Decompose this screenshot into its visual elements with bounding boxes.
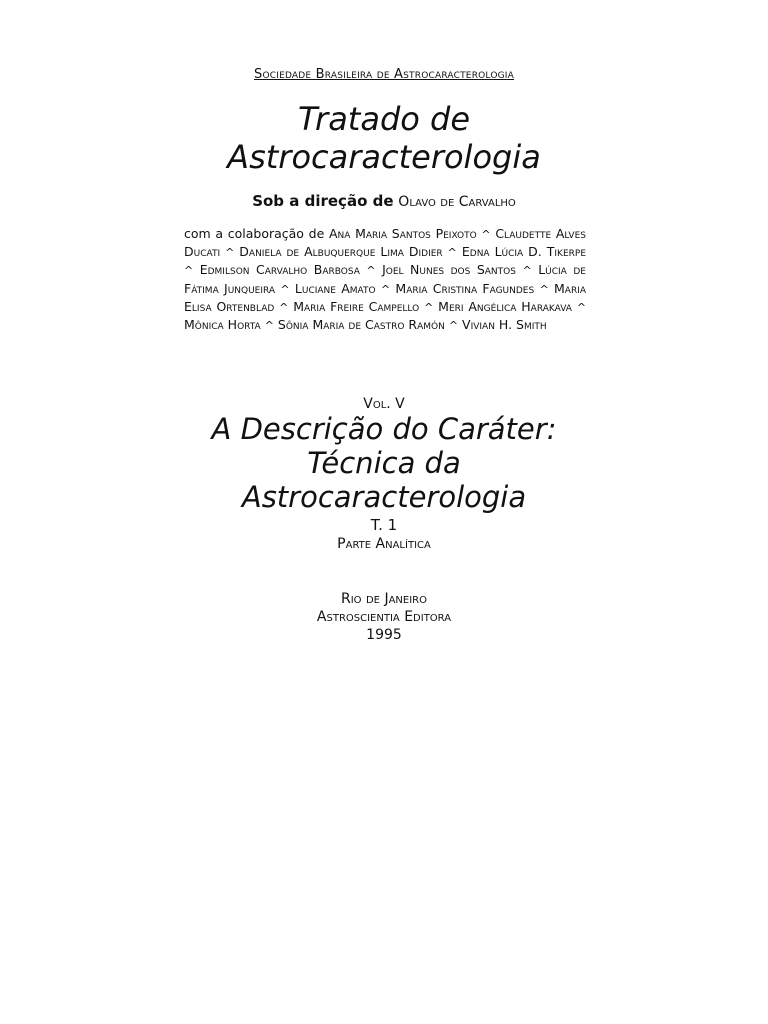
name-separator: ^ xyxy=(448,319,459,333)
collaborator-name: Vivian H. Smith xyxy=(462,317,547,333)
collaborator-name: Meri Angélica Harakava xyxy=(438,298,572,314)
part-label: Parte Analítica xyxy=(337,536,431,552)
collaborator-name: Maria Freire Campello xyxy=(293,298,420,314)
director-name: Olavo de Carvalho xyxy=(398,194,516,210)
treatise-title-line-2: Astrocaracterologia xyxy=(227,138,541,176)
society-name: Sociedade Brasileira de Astrocaracterologia xyxy=(254,67,514,82)
name-separator: ^ xyxy=(280,282,290,296)
collaborator-name: Lúcia de Fátima Junqueira xyxy=(184,262,586,296)
name-separator: ^ xyxy=(184,264,194,278)
imprint-publisher: Astroscientia Editora xyxy=(316,609,452,625)
collaborators-paragraph xyxy=(184,225,586,334)
collaborator-name: Maria Cristina Fagundes xyxy=(395,280,535,296)
treatise-title xyxy=(0,100,768,176)
collaboration-intro: com a colaboração de xyxy=(184,226,325,241)
name-separator: ^ xyxy=(279,300,289,314)
name-separator: ^ xyxy=(264,319,274,333)
direction-line xyxy=(0,192,768,210)
collaborator-name: Edna Lúcia D. Tikerpe xyxy=(461,244,586,260)
tome-label: T. 1 xyxy=(370,516,398,534)
direction-lead: Sob a direção de xyxy=(252,192,394,210)
collaborator-name: Sônia Maria de Castro Ramón xyxy=(277,317,445,333)
volume-title-line-2: Técnica da xyxy=(307,446,461,480)
name-separator: ^ xyxy=(424,300,434,314)
volume-title-line-3: Astrocaracterologia xyxy=(241,480,527,514)
collaborator-name: Mônica Horta xyxy=(184,317,261,333)
collaborator-name: Daniela de Albuquerque Lima Didier xyxy=(239,244,443,260)
name-separator: ^ xyxy=(539,282,549,296)
collaborator-name: Maria Elisa Ortenblad xyxy=(184,280,587,314)
name-separator: ^ xyxy=(576,300,587,314)
name-separator: ^ xyxy=(366,264,376,278)
treatise-title-line-1: Tratado de xyxy=(297,100,471,138)
volume-title-line-1: A Descrição do Caráter: xyxy=(211,412,557,446)
volume-label: Vol. V xyxy=(363,396,405,412)
collaborator-name: Ana Maria Santos Peixoto xyxy=(328,226,477,241)
volume-title xyxy=(0,412,768,514)
collaborator-name: Claudette Alves Ducati xyxy=(184,226,586,260)
collaborator-name: Joel Nunes dos Santos xyxy=(382,262,516,278)
imprint-city: Rio de Janeiro xyxy=(340,591,427,607)
collaborator-name: Edmilson Carvalho Barbosa xyxy=(199,262,360,278)
name-separator: ^ xyxy=(481,228,491,241)
name-separator: ^ xyxy=(380,282,391,296)
collaborator-name: Luciane Amato xyxy=(294,280,376,296)
name-separator: ^ xyxy=(522,264,532,278)
name-separator: ^ xyxy=(447,246,457,260)
name-separator: ^ xyxy=(225,246,235,260)
imprint-year: 1995 xyxy=(366,627,402,643)
imprint xyxy=(0,590,768,644)
